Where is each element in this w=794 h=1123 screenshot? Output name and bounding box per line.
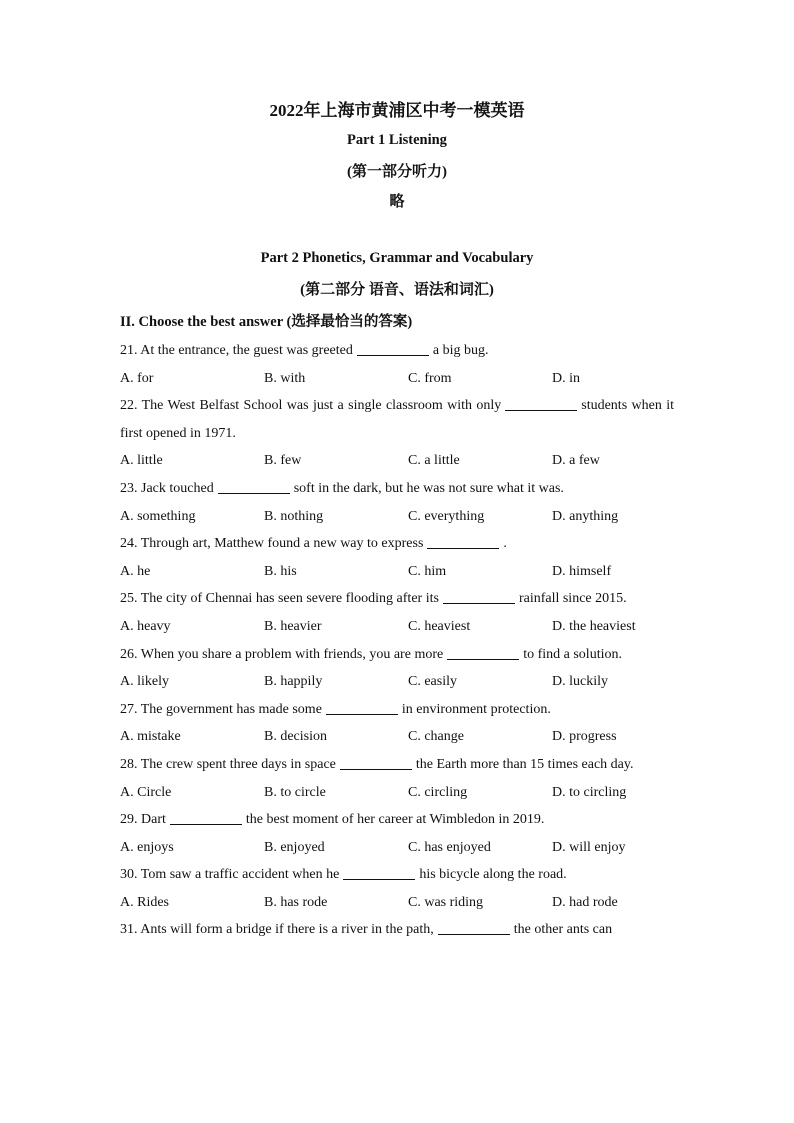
question-stem: 25. The city of Chennai has seen severe flooding after its rainfall since 2015.	[120, 591, 627, 607]
answer-blank	[443, 589, 515, 604]
option-b: B. enjoyed	[264, 839, 325, 855]
answer-blank	[427, 534, 499, 549]
option-a: A. mistake	[120, 729, 181, 745]
option-b: B. nothing	[264, 508, 324, 524]
question-stem: 26. When you share a problem with friends, you are more to find a solution.	[120, 646, 622, 662]
option-b: B. has rode	[264, 894, 328, 910]
question-options	[120, 834, 674, 862]
option-d: D. had rode	[552, 894, 618, 910]
question-options	[120, 889, 674, 917]
question-options	[120, 447, 674, 475]
option-c: C. change	[408, 729, 464, 745]
option-a: A. he	[120, 563, 151, 579]
answer-blank	[447, 645, 519, 660]
option-b: B. happily	[264, 674, 323, 690]
answer-blank	[170, 810, 242, 825]
option-d: D. himself	[552, 563, 612, 579]
answer-blank	[357, 341, 429, 356]
question-list	[120, 337, 674, 944]
option-d: D. to circling	[552, 784, 627, 800]
option-b: B. decision	[264, 729, 327, 745]
question-options	[120, 558, 674, 586]
option-b: B. heavier	[264, 618, 322, 634]
option-b: B. his	[264, 563, 297, 579]
question-stem: 23. Jack touched soft in the dark, but he was not sure what it was.	[120, 480, 564, 496]
option-a: A. likely	[120, 674, 169, 690]
document-title: 2022年上海市黄浦区中考一模英语	[269, 101, 525, 120]
part2-subtitle: (第二部分 语音、语法和词汇)	[300, 282, 494, 298]
option-a: A. Rides	[120, 894, 169, 910]
answer-blank	[505, 396, 577, 411]
option-c: C. heaviest	[408, 618, 471, 634]
option-d: D. luckily	[552, 674, 608, 690]
question-stem: 31. Ants will form a bridge if there is a river in the path, the other ants can	[120, 922, 613, 938]
option-a: A. little	[120, 453, 163, 469]
option-d: D. progress	[552, 729, 617, 745]
option-d: D. in	[552, 370, 580, 386]
question-options	[120, 613, 674, 641]
section-heading: II. Choose the best answer (选择最恰当的答案)	[120, 314, 413, 330]
option-c: C. everything	[408, 508, 485, 524]
question-options	[120, 779, 674, 807]
question-stem: 22. The West Belfast School was just a single classroom with only students when it first opened in 1971.	[120, 398, 674, 441]
option-c: C. has enjoyed	[408, 839, 491, 855]
option-c: C. was riding	[408, 894, 484, 910]
answer-blank	[326, 700, 398, 715]
question-options	[120, 723, 674, 751]
question-stem: 28. The crew spent three days in space the Earth more than 15 times each day.	[120, 756, 634, 772]
option-c: C. from	[408, 370, 452, 386]
option-a: A. something	[120, 508, 196, 524]
option-a: A. Circle	[120, 784, 172, 800]
question-stem: 24. Through art, Matthew found a new way to express .	[120, 536, 507, 552]
answer-blank	[340, 755, 412, 770]
option-b: B. with	[264, 370, 306, 386]
question-options	[120, 503, 674, 531]
part1-title: Part 1 Listening	[347, 132, 447, 148]
option-a: A. for	[120, 370, 154, 386]
option-d: D. anything	[552, 508, 619, 524]
option-c: C. him	[408, 563, 447, 579]
option-b: B. to circle	[264, 784, 326, 800]
part2-title: Part 2 Phonetics, Grammar and Vocabulary	[260, 250, 534, 266]
question-stem: 21. At the entrance, the guest was greeted a big bug.	[120, 343, 489, 358]
answer-blank	[343, 865, 415, 880]
option-b: B. few	[264, 453, 302, 469]
option-d: D. a few	[552, 453, 600, 469]
part1-omitted-note: 略	[389, 194, 405, 210]
question-options	[120, 365, 674, 393]
answer-blank	[218, 479, 290, 494]
answer-blank	[438, 920, 510, 935]
option-c: C. a little	[408, 453, 460, 469]
part1-subtitle: (第一部分听力)	[347, 164, 447, 180]
option-d: D. the heaviest	[552, 618, 636, 634]
question-stem: 30. Tom saw a traffic accident when he his bicycle along the road.	[120, 867, 567, 883]
option-a: A. enjoys	[120, 839, 174, 855]
option-c: C. easily	[408, 674, 457, 690]
question-options	[120, 668, 674, 696]
question-stem: 29. Dart the best moment of her career at Wimbledon in 2019.	[120, 812, 545, 828]
option-d: D. will enjoy	[552, 839, 626, 855]
question-stem: 27. The government has made some in environment protection.	[120, 701, 551, 717]
option-a: A. heavy	[120, 618, 171, 634]
option-c: C. circling	[408, 784, 468, 800]
